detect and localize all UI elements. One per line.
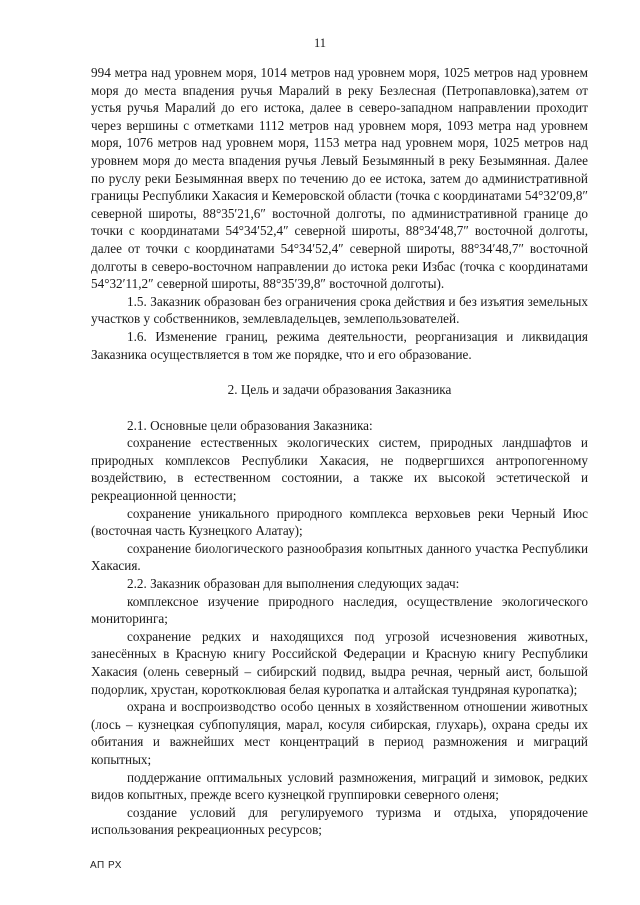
paragraph-task-tourism: создание условий для регулируемого туризма и отдыха, упорядочение использования рекреационных ресурсов; xyxy=(91,804,588,838)
footer-code: АП РХ xyxy=(90,860,122,871)
paragraph-goal-biodiversity: сохранение биологического разнообразия копытных данного участка Республики Хакасия. xyxy=(91,540,588,574)
paragraph-2-2: 2.2. Заказник образован для выполнения следующих задач: xyxy=(127,576,460,592)
paragraph-task-rare-species: сохранение редких и находящихся под угрозой исчезновения животных, занесённых в Красную книгу Российской Федерации и Красную книгу Республики Хакасия (олень северный – сибирский подвид, выдра речная, черный аист, большой подорлик, хрустан, короткоклювая белая куропатка и алтайская тундряная куропатка); xyxy=(91,628,588,697)
paragraph-task-study: комплексное изучение природного наследия, осуществление экологического мониторинга; xyxy=(91,593,588,627)
paragraph-2-1: 2.1. Основные цели образования Заказника: xyxy=(127,417,373,433)
paragraph-1-6: 1.6. Изменение границ, режима деятельности, реорганизация и ликвидация Заказника осуществляется в том же порядке, что и его образование. xyxy=(91,328,588,362)
section-heading: 2. Цель и задачи образования Заказника xyxy=(227,382,452,398)
paragraph-1-5: 1.5. Заказник образован без ограничения срока действия и без изъятия земельных участков у собственников, землевладельцев, землепользователей. xyxy=(91,293,588,327)
paragraph-boundary-description: 994 метра над уровнем моря, 1014 метров над уровнем моря, 1025 метров над уровнем моря до места впадения ручья Маралий в реку Безлесная (Петропавловка),затем от устья ручья Маралий до его истока, далее в северо-западном направлении проходит через вершины с отметками 1112 метров над уровнем моря, 1093 метра над уровнем моря, 1076 метров над уровнем моря, 1153 метра над уровнем моря, 1025 метров над уровнем моря до места впадения ручья Левый Безымянный в реку Безымянная. Далее по руслу реки Безымянная вверх по течению до ее истока, затем до административной границы Республики Хакасия и Кемеровской области (точка с координатами 54°32′09,8″ северной широты, 88°35′21,6″ восточной долготы, по административной границе до точки с координатами 54°34′52,4″ северной широты, 88°34′48,7″ восточной долготы, далее от точки с координатами 54°34′52,4″ северной широты, 88°34′48,7″ восточной долготы в северо-восточном направлении до истока реки Избас (точка с координатами 54°32′11,2″ северной широты, 88°35′39,8″ восточной долготы). xyxy=(91,65,588,292)
page-number: 11 xyxy=(313,36,327,50)
document-body xyxy=(91,64,588,839)
paragraph-goal-natural-complex: сохранение уникального природного комплекса верховьев реки Черный Июс (восточная часть Кузнецкого Алатау); xyxy=(91,505,588,539)
paragraph-task-protection: охрана и воспроизводство особо ценных в хозяйственном отношении животных (лось – кузнецкая субпопуляция, марал, косуля сибирская, глухарь), охрана среды их обитания и важнейших мест концентраций в период размножения и миграций копытных; xyxy=(91,699,588,767)
paragraph-goal-ecosystems: сохранение естественных экологических систем, природных ландшафтов и природных комплексов Республики Хакасия, не подвергшихся антропогенному воздействию, в естественном состоянии, а также их высокой эстетической и рекреационной ценности; xyxy=(91,435,588,504)
paragraph-task-conditions: поддержание оптимальных условий размножения, миграций и зимовок, редких видов копытных, прежде всего кузнецкой группировки северного оленя; xyxy=(91,769,588,803)
